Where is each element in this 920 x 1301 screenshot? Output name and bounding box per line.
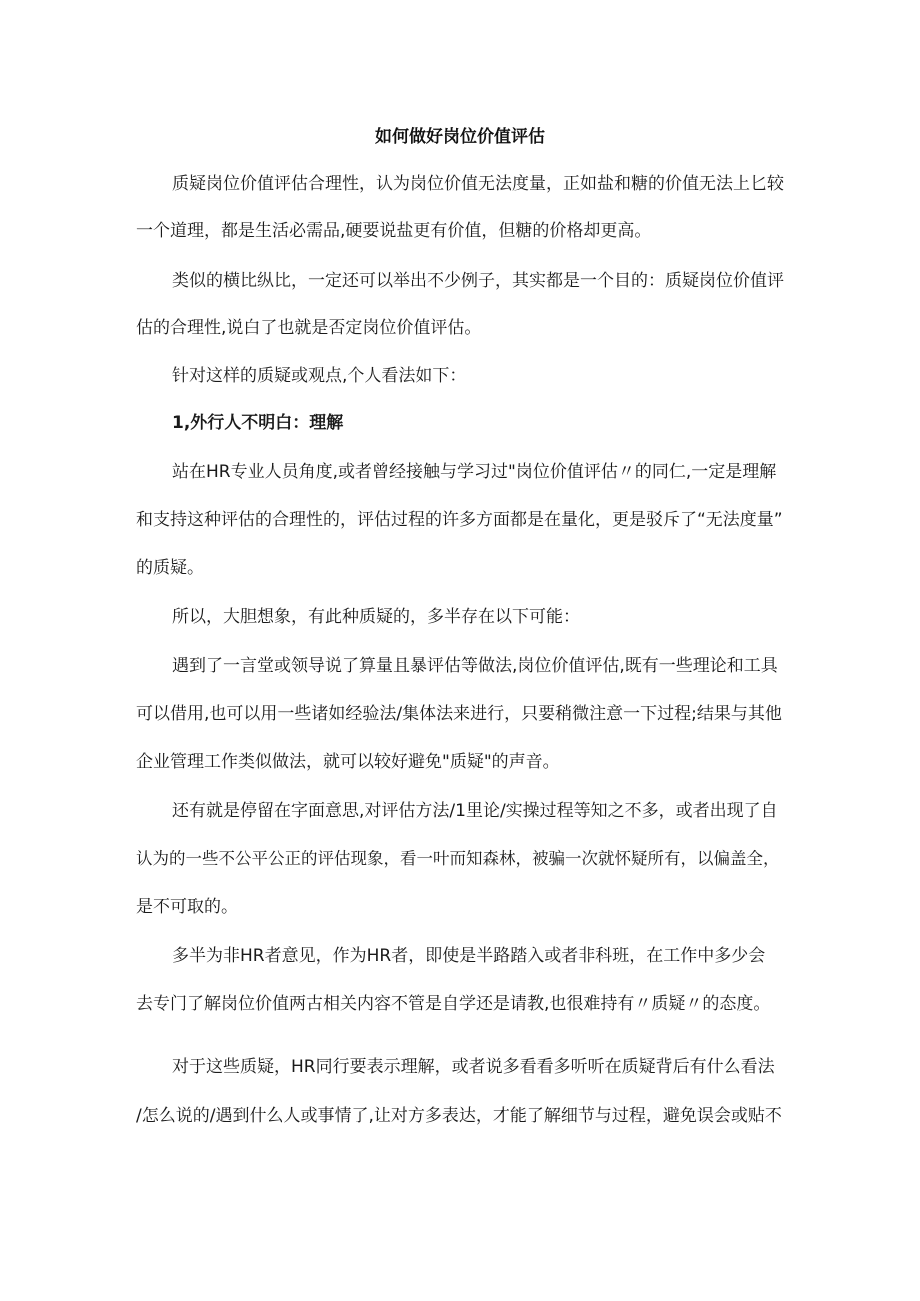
paragraph-line: /怎么说的/遇到什么人或事情了,让对方多表达，才能了解细节与过程，避免误会或贴不: [136, 1106, 782, 1126]
paragraph-line: 企业管理工作类似做法，就可以较好避免"质疑"的声音。: [136, 752, 560, 772]
heading-line: 1,外行人不明白：理解: [172, 413, 344, 433]
paragraph-line: 的质疑。: [136, 558, 204, 578]
paragraph-line: 估的合理性,说白了也就是否定岗位价值评估。: [136, 318, 482, 338]
paragraph-line: 还有就是停留在字面意思,对评估方法/1里论/实操过程等知之不多，或者出现了自: [172, 801, 778, 821]
paragraph-line: 所以，大胆想象，有此种质疑的，多半存在以下可能：: [172, 607, 580, 627]
paragraph-line: 和支持这种评估的合理性的，评估过程的许多方面都是在量化，更是驳斥了“无法度量”: [136, 510, 783, 530]
paragraph-line: 一个道理，都是生活必需品,硬要说盐更有价值，但糖的价格却更高。: [136, 221, 652, 241]
paragraph-line: 认为的一些不公平公正的评估现象，看一叶而知森林，被骗一次就怀疑所有，以偏盖全，: [136, 849, 780, 868]
paragraph-line: 可以借用,也可以用一些诸如经验法/集体法来进行，只要稍微注意一下过程;结果与其他: [136, 704, 782, 724]
paragraph-line: 质疑岗位价值评估合理性，认为岗位价值无法度量，正如盐和糖的价值无法上匕较: [172, 174, 784, 194]
paragraph-line: 站在HR专业人员角度,或者曾经接触与学习过"岗位价值评估〃的同仁,一定是理解: [172, 462, 777, 482]
paragraph-line: 类似的横比纵比，一定还可以举出不少例子，其实都是一个目的：质疑岗位价值评: [172, 271, 784, 291]
paragraph-line: 是不可取的。: [136, 897, 238, 917]
paragraph-line: 针对这样的质疑或观点,个人看法如下：: [172, 366, 467, 386]
paragraph-line: 去专门了解岗位价值两古相关内容不管是自学还是请教,也很难持有〃质疑〃的态度。: [136, 994, 771, 1014]
paragraph-line: 对于这些质疑，HR同行要表示理解，或者说多看看多听听在质疑背后有什么看法: [172, 1057, 775, 1077]
paragraph-line: 多半为非HR者意见，作为HR者，即使是半路踏入或者非科班，在工作中多少会: [172, 946, 766, 966]
page-title: 如何做好岗位价值评估: [375, 127, 545, 147]
paragraph-line: 遇到了一言堂或领导说了算量且暴评估等做法,岗位价值评估,既有一些理论和工具: [172, 656, 778, 676]
